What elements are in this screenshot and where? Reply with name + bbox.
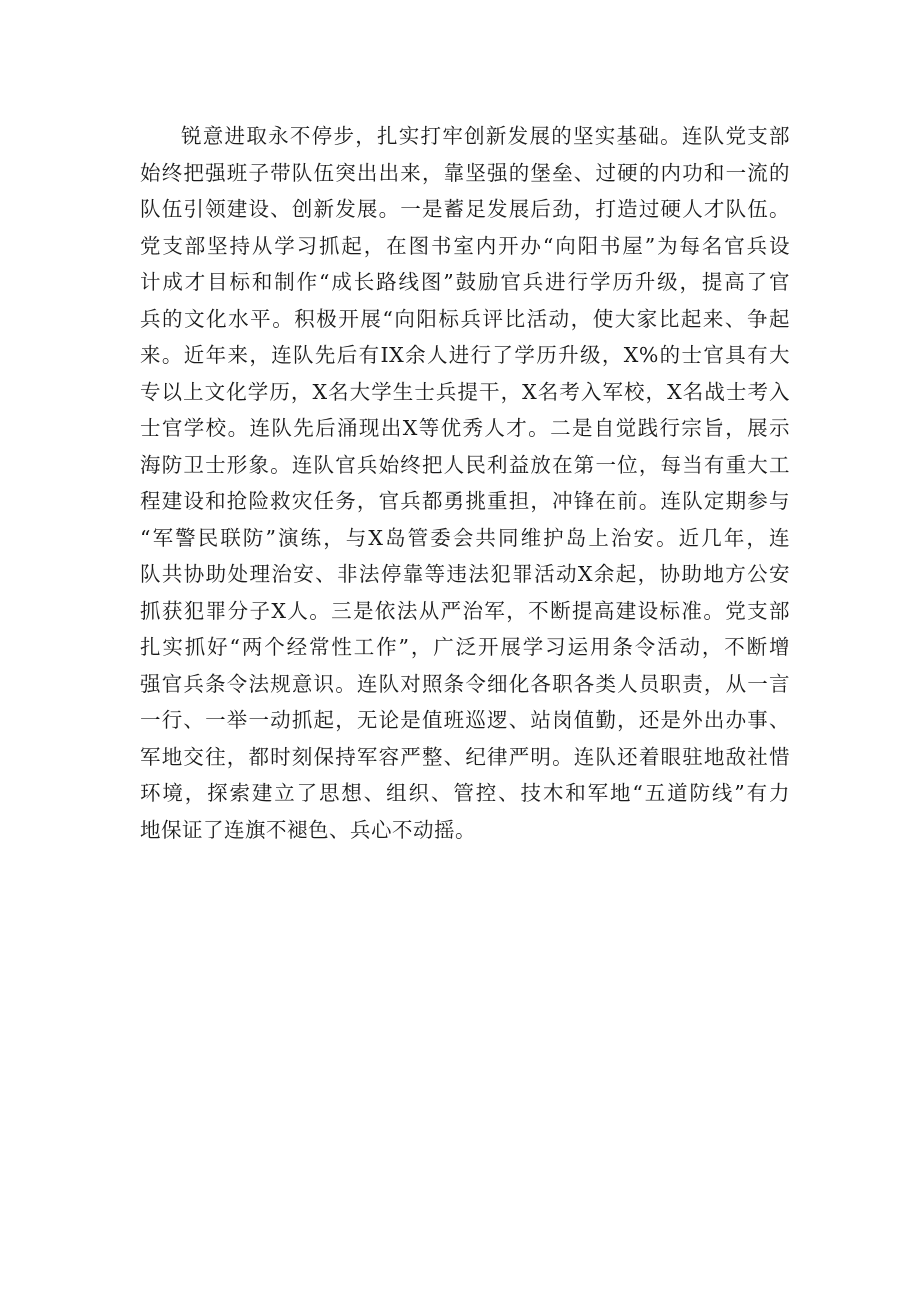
paragraph-line: 锐意进取永不停步，扎实打牢创新发展的坚实基础。连队党支部 xyxy=(181,124,790,148)
paragraph-line: 军地交往，都时刻保持军容严整、纪律严明。连队还着眼驻地敌社惜 xyxy=(140,744,790,769)
paragraph-line: 士官学校。连队先后涌现出X等优秀人才。二是自觉践行宗旨，展示 xyxy=(140,416,790,440)
paragraph-line: 始终把强班子带队伍突出出来，靠坚强的堡垒、过硬的内功和一流的 xyxy=(140,160,790,185)
paragraph-line: 队伍引领建设、创新发展。一是蓄足发展后劲，打造过硬人才队伍。 xyxy=(140,197,790,221)
paragraph-line: 专以上文化学历，X名大学生士兵提干，X名考入军校，X名战士考入 xyxy=(140,379,790,404)
paragraph-line: 扎实抓好“两个经常性工作”，广泛开展学习运用条令活动，不断增 xyxy=(140,635,790,659)
paragraph-line: “军警民联防”演练，与X岛管委会共同维护岛上治安。近几年，连 xyxy=(140,525,790,550)
paragraph-line: 海防卫士形象。连队官兵始终把人民利益放在第一位，每当有重大工 xyxy=(140,452,790,477)
paragraph-line: 地保证了连旗不褪色、兵心不动摇。 xyxy=(140,817,476,842)
paragraph-line: 环境，探索建立了思想、组织、管控、技木和军地“五道防线”有力 xyxy=(140,781,790,805)
paragraph-line: 兵的文化水平。积极开展“向阳标兵评比活动，使大家比起来、争起 xyxy=(140,306,790,331)
body-paragraph xyxy=(140,118,790,848)
paragraph-line: 强官兵条令法规意识。连队对照条令细化各职各类人员职责，从一言 xyxy=(140,671,790,696)
paragraph-line: 计成才目标和制作“成长路线图”鼓励官兵进行学历升级，提高了官 xyxy=(140,270,790,294)
paragraph-line: 来。近年来，连队先后有IX余人进行了学历升级，X%的士官具有大 xyxy=(140,343,790,367)
paragraph-line: 程建设和抢险救灾任务，官兵都勇挑重担，冲锋在前。连队定期参与 xyxy=(140,489,790,513)
paragraph-line: 抓获犯罪分子X人。三是依法从严治军，不断提高建设标准。党支部 xyxy=(140,598,790,623)
paragraph-line: 队共协助处理治安、非法停靠等违法犯罪活动X余起，协助地方公安 xyxy=(140,562,790,586)
paragraph-line: 党支部坚持从学习抓起，在图书室内开办“向阳书屋”为每名官兵设 xyxy=(140,233,790,258)
paragraph-line: 一行、一举一动抓起，无论是值班巡逻、站岗值勤，还是外出办事、 xyxy=(140,708,790,732)
